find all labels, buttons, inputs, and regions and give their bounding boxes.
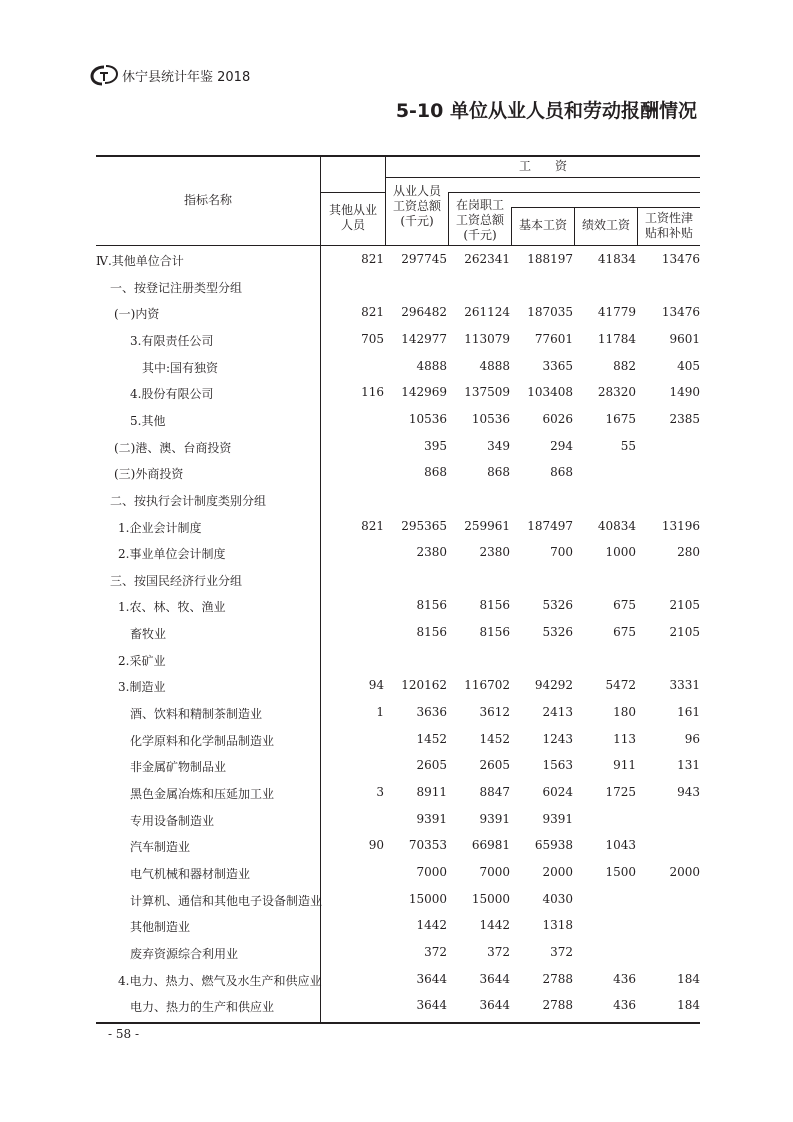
cell-onpost: 1452: [479, 731, 510, 746]
cell-onpost: 372: [487, 944, 510, 959]
table-row: [96, 993, 700, 1019]
cell-onpost: 137509: [464, 385, 510, 400]
table-row: [96, 967, 700, 993]
table-row: [96, 940, 700, 966]
data-table: [96, 155, 700, 1024]
cell-others: 821: [361, 518, 384, 533]
cell-total: 297745: [401, 252, 447, 266]
table-bottom-rule: [96, 1022, 700, 1024]
cell-onpost: 259961: [464, 518, 510, 533]
row-label: 2.采矿业: [118, 653, 166, 668]
cell-onpost: 2380: [479, 545, 510, 560]
cell-allow: 943: [677, 785, 700, 799]
cell-allow: 3331: [669, 678, 700, 693]
table-row: [96, 407, 700, 433]
cell-onpost: 66981: [471, 838, 510, 853]
cell-perf: 911: [613, 758, 636, 773]
table-row: [96, 487, 700, 513]
row-label: 三、按国民经济行业分组: [110, 573, 243, 588]
table-row: [96, 274, 700, 300]
cell-onpost: 262341: [464, 252, 510, 266]
row-label: 5.其他: [130, 413, 166, 428]
basic-wage-header: 基本工资: [518, 218, 567, 232]
table-row: [96, 380, 700, 406]
cell-basic: 6024: [542, 785, 573, 799]
row-label: 畜牧业: [130, 627, 167, 642]
row-label: (一)内资: [114, 307, 160, 322]
cell-perf: 1043: [605, 838, 636, 853]
row-label: 4.股份有限公司: [130, 387, 214, 402]
row-label: 黑色金属冶炼和压延加工业: [130, 787, 275, 801]
cell-others: 94: [368, 678, 384, 693]
cell-total: 2605: [416, 758, 447, 773]
row-label: 酒、饮料和精制茶制造业: [130, 707, 263, 722]
table-row: [96, 913, 700, 939]
table-row: [96, 860, 700, 886]
cell-onpost: 15000: [471, 891, 510, 906]
yearbook-name: 休宁县统计年鉴 2018: [122, 70, 251, 85]
cell-perf: 1725: [605, 785, 636, 799]
cell-total: 3644: [416, 998, 447, 1013]
cell-allow: 13476: [661, 305, 700, 320]
table-row: [96, 593, 700, 619]
cell-total: 3636: [416, 705, 447, 720]
cell-perf: 1500: [605, 864, 636, 879]
header-bottom-rule: [96, 245, 700, 246]
cell-total: 8156: [416, 625, 447, 640]
row-label: 其中:国有独资: [142, 360, 219, 375]
onpost-wage-header: 在岗职工工资总额(千元): [455, 198, 504, 242]
table-row: [96, 673, 700, 699]
cell-others: 821: [361, 305, 384, 320]
table-row: [96, 833, 700, 859]
table-row: [96, 327, 700, 353]
row-label: 废弃资源综合利用业: [130, 946, 239, 961]
table-row: [96, 753, 700, 779]
cell-basic: 868: [550, 465, 573, 480]
table-row: [96, 780, 700, 806]
cell-perf: 5472: [605, 678, 636, 693]
row-label: 化学原料和化学制品制造业: [130, 733, 275, 748]
table-row: [96, 700, 700, 726]
row-label: 专用设备制造业: [130, 813, 215, 828]
yearbook-logo-icon: [90, 64, 120, 86]
cell-basic: 77601: [534, 331, 573, 346]
cell-total: 1442: [416, 918, 447, 933]
cell-basic: 2788: [542, 971, 573, 986]
cell-basic: 700: [550, 545, 573, 560]
cell-basic: 294: [550, 438, 573, 453]
cell-onpost: 3612: [479, 705, 510, 720]
wage-group-rule: [386, 177, 700, 178]
row-label: 3.有限责任公司: [130, 333, 214, 348]
cell-onpost: 2605: [479, 758, 510, 773]
table-row: [96, 460, 700, 486]
cell-basic: 103408: [527, 385, 573, 400]
row-label: 电力、热力的生产和供应业: [130, 1000, 275, 1015]
cell-total: 2380: [416, 545, 447, 560]
row-label: 二、按执行会计制度类别分组: [110, 493, 267, 508]
row-label: 2.事业单位会计制度: [118, 547, 226, 562]
cell-total: 10536: [408, 411, 447, 426]
cell-allow: 13196: [661, 518, 700, 533]
row-label: 非金属矿物制品业: [130, 760, 227, 775]
row-label: 3.制造业: [118, 680, 166, 695]
cell-perf: 41779: [597, 305, 636, 320]
table-row: [96, 887, 700, 913]
page-title: 5-10 单位从业人员和劳动报酬情况: [395, 100, 697, 122]
cell-onpost: 10536: [471, 411, 510, 426]
wage-group-header: 工 资: [518, 159, 567, 173]
cell-basic: 2788: [542, 998, 573, 1013]
table-row: [96, 434, 700, 460]
row-label: 计算机、通信和其他电子设备制造业: [130, 893, 323, 908]
row-label: 汽车制造业: [130, 840, 191, 855]
cell-basic: 65938: [534, 838, 573, 853]
table-row: [96, 620, 700, 646]
cell-basic: 3365: [542, 358, 573, 373]
cell-perf: 1000: [605, 545, 636, 560]
cell-total: 70353: [408, 838, 447, 853]
cell-perf: 675: [613, 625, 636, 640]
cell-total: 8156: [416, 598, 447, 613]
cell-total: 15000: [408, 891, 447, 906]
cell-onpost: 261124: [464, 305, 510, 320]
cell-basic: 2413: [542, 705, 573, 720]
cell-onpost: 9391: [479, 811, 510, 826]
table-row: [96, 647, 700, 673]
table-row: [96, 567, 700, 593]
cell-total: 3644: [416, 971, 447, 986]
cell-others: 1: [376, 705, 384, 720]
cell-allow: 161: [677, 705, 700, 720]
cell-allow: 96: [684, 731, 700, 746]
cell-total: 142977: [401, 331, 447, 346]
cell-perf: 55: [620, 438, 636, 453]
cell-onpost: 8156: [479, 625, 510, 640]
cell-total: 142969: [401, 385, 447, 400]
cell-basic: 6026: [542, 411, 573, 426]
row-label: 一、按登记注册类型分组: [110, 280, 243, 295]
table-row: [96, 300, 700, 326]
table-row: [96, 807, 700, 833]
cell-basic: 94292: [534, 678, 573, 693]
cell-total: 295365: [401, 518, 447, 533]
cell-total: 395: [424, 438, 447, 453]
cell-onpost: 1442: [479, 918, 510, 933]
cell-allow: 280: [677, 545, 700, 560]
cell-allow: 2000: [669, 864, 700, 879]
cell-others: 3: [376, 785, 384, 799]
cell-allow: 184: [677, 998, 700, 1013]
cell-basic: 5326: [542, 625, 573, 640]
row-label: 4.电力、热力、燃气及水生产和供应业: [118, 973, 322, 988]
cell-total: 4888: [416, 358, 447, 373]
cell-basic: 187497: [527, 518, 573, 533]
cell-onpost: 3644: [479, 971, 510, 986]
indicator-header: 指标名称: [183, 193, 232, 207]
cell-allow: 9601: [669, 331, 700, 346]
cell-perf: 436: [613, 971, 636, 986]
cell-others: 116: [361, 385, 384, 400]
row-label: 电气机械和器材制造业: [130, 866, 251, 881]
cell-allow: 405: [677, 358, 700, 373]
cell-total: 296482: [401, 305, 447, 320]
cell-basic: 372: [550, 944, 573, 959]
cell-allow: 1490: [669, 385, 700, 400]
page-number: - 58 -: [108, 1027, 140, 1041]
cell-perf: 41834: [597, 252, 636, 266]
cell-total: 9391: [416, 811, 447, 826]
cell-perf: 882: [613, 358, 636, 373]
cell-basic: 1243: [542, 731, 573, 746]
cell-basic: 4030: [542, 891, 573, 906]
cell-onpost: 8847: [479, 785, 510, 799]
cell-onpost: 116702: [464, 678, 510, 693]
cell-perf: 180: [613, 705, 636, 720]
total-column-rule: [448, 192, 449, 245]
cell-others: 821: [361, 252, 384, 266]
cell-basic: 187035: [527, 305, 573, 320]
cell-basic: 2000: [542, 864, 573, 879]
cell-total: 7000: [416, 864, 447, 879]
cell-basic: 1563: [542, 758, 573, 773]
cell-onpost: 7000: [479, 864, 510, 879]
cell-allow: 131: [677, 758, 700, 773]
cell-onpost: 8156: [479, 598, 510, 613]
row-label: 1.农、林、牧、渔业: [118, 600, 226, 615]
cell-onpost: 4888: [479, 358, 510, 373]
others-header-rule: [320, 192, 386, 193]
cell-basic: 188197: [527, 252, 573, 266]
table-row: [96, 247, 700, 273]
cell-basic: 1318: [542, 918, 573, 933]
cell-allow: 2105: [669, 625, 700, 640]
performance-wage-header: 绩效工资: [581, 218, 630, 232]
cell-onpost: 3644: [479, 998, 510, 1013]
row-label: 其他制造业: [130, 920, 191, 935]
row-label: 1.企业会计制度: [118, 520, 202, 535]
cell-perf: 675: [613, 598, 636, 613]
onpost-header-rule: [448, 192, 700, 193]
wage-sub-rule: [511, 207, 700, 208]
cell-perf: 436: [613, 998, 636, 1013]
table-row: [96, 727, 700, 753]
cell-allow: 184: [677, 971, 700, 986]
cell-total: 120162: [401, 678, 447, 693]
row-label: (三)外商投资: [114, 467, 184, 482]
cell-allow: 13476: [661, 252, 700, 266]
table-row: [96, 354, 700, 380]
total-wage-header: 从业人员工资总额(千元): [392, 184, 441, 228]
cell-onpost: 113079: [464, 331, 510, 346]
cell-total: 372: [424, 944, 447, 959]
performance-column-rule: [637, 207, 638, 245]
row-label: (二)港、澳、台商投资: [114, 440, 232, 455]
cell-total: 1452: [416, 731, 447, 746]
row-label: Ⅳ.其他单位合计: [96, 254, 184, 268]
cell-allow: 2105: [669, 598, 700, 613]
cell-total: 868: [424, 465, 447, 480]
cell-basic: 9391: [542, 811, 573, 826]
cell-perf: 40834: [597, 518, 636, 533]
cell-onpost: 868: [487, 465, 510, 480]
cell-total: 8911: [416, 785, 447, 799]
cell-basic: 5326: [542, 598, 573, 613]
table-top-rule: [96, 155, 700, 157]
cell-perf: 1675: [605, 411, 636, 426]
table-row: [96, 540, 700, 566]
cell-others: 705: [361, 331, 384, 346]
cell-perf: 113: [613, 731, 636, 746]
cell-perf: 11784: [597, 331, 636, 346]
table-row: [96, 514, 700, 540]
cell-allow: 2385: [669, 411, 700, 426]
cell-onpost: 349: [487, 438, 510, 453]
cell-others: 90: [368, 838, 384, 853]
others-header: 其他从业人员: [328, 203, 377, 232]
allowance-header: 工资性津贴和补贴: [644, 211, 693, 240]
cell-perf: 28320: [597, 385, 636, 400]
